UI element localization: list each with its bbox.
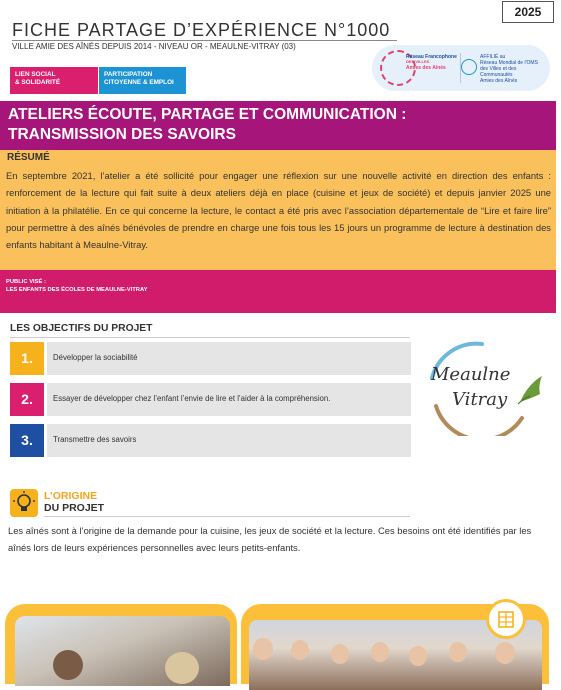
child-face xyxy=(409,646,427,666)
objectives-divider xyxy=(10,337,410,338)
objective-number-1: 1. xyxy=(10,342,44,375)
year-badge: 2025 xyxy=(502,1,554,23)
objective-item-3 xyxy=(47,424,411,457)
town-logo-word: Vitray xyxy=(452,389,508,410)
target-audience-section xyxy=(0,270,556,313)
summary-label: RÉSUMÉ xyxy=(7,152,50,163)
objective-item-2 xyxy=(47,383,411,416)
logo-line: Amies des Aînés xyxy=(480,78,518,84)
town-logo-icon xyxy=(422,340,546,436)
objective-number-2: 2. xyxy=(10,383,44,416)
logo-line: Réseau Mondial de l'OMS xyxy=(480,60,538,66)
project-title-line: ATELIERS ÉCOUTE, PARTAGE ET COMMUNICATION : xyxy=(8,106,407,123)
target-audience-label: PUBLIC VISÉ : xyxy=(6,279,46,285)
objective-text: Essayer de développer chez l’enfant l’envie de lire et l’aider à la compréhension. xyxy=(53,394,331,404)
person-head xyxy=(165,652,199,684)
child-face xyxy=(495,642,515,664)
objective-text: Transmettre des savoirs xyxy=(53,435,137,445)
tag-line: & SOLIDARITÉ xyxy=(15,79,61,87)
workshop-photo xyxy=(15,616,230,686)
partner-logos xyxy=(372,45,550,91)
origin-subtitle: DU PROJET xyxy=(44,502,105,514)
child-face xyxy=(449,642,467,662)
globe-icon xyxy=(461,59,477,75)
tag-line: LIEN SOCIAL xyxy=(15,71,56,78)
logo-line: AFFILIÉ au xyxy=(480,54,506,60)
document-title: FICHE PARTAGE D’EXPÉRIENCE N°1000 xyxy=(12,20,391,40)
project-title-banner xyxy=(0,101,556,150)
title-divider xyxy=(12,40,397,41)
logo-line: Amies des Aînés xyxy=(406,64,446,71)
lightbulb-icon xyxy=(10,489,38,517)
network-logo-text xyxy=(406,54,458,71)
origin-divider xyxy=(44,516,410,517)
objectives-title: LES OBJECTIFS DU PROJET xyxy=(10,323,153,334)
tag-participation xyxy=(99,67,186,94)
objective-item-1 xyxy=(47,342,411,375)
child-face xyxy=(291,640,309,660)
child-face xyxy=(371,642,389,662)
project-title xyxy=(8,105,406,145)
child-face xyxy=(253,638,273,660)
objective-number-3: 3. xyxy=(10,424,44,457)
town-logo-word: Meaulne xyxy=(431,364,511,385)
person-head xyxy=(53,650,83,680)
logo-line: Réseau Francophone xyxy=(406,54,457,60)
building-icon xyxy=(486,599,526,639)
origin-title: L’ORIGINE xyxy=(44,490,98,502)
tag-line: CITOYENNE & EMPLOI xyxy=(104,79,174,87)
origin-text: Les aînés sont à l’origine de la demande pour la cuisine, les jeux de société et la lecture. Ces besoins ont été identifiés par les aînés lors de leurs expériences personnelles avec leurs petits-enfants. xyxy=(8,525,532,553)
logo-line: des Villes et des Communautés xyxy=(480,66,517,78)
target-audience-value: LES ENFANTS DES ÉCOLES DE MEAULNE-VITRAY xyxy=(6,287,148,293)
oms-logo-text xyxy=(480,54,544,84)
objective-text: Développer la sociabilité xyxy=(53,353,138,363)
project-title-line: TRANSMISSION DES SAVOIRS xyxy=(8,126,236,143)
child-face xyxy=(331,644,349,664)
document-subtitle: VILLE AMIE DES AÎNÉS DEPUIS 2014 - NIVEAU OR - MEAULNE-VITRAY (03) xyxy=(12,42,296,51)
summary-section xyxy=(0,150,556,270)
logo-line: DES VILLES xyxy=(406,59,430,64)
summary-text: En septembre 2021, l’atelier a été sollicité pour engager une réflexion sur une nouvelle activité en direction des enfants : renforcement de la lecture qui fait suite à deux ateliers déjà en place (cuisine et jeux de société) et depuis janvier 2025 une initiation à la philatélie. En ce qui concerne la lecture, le contact a été pris avec l’association départementale de “Lire et faire lire” pour permettre à des aînés bénévoles de prendre en charge une fois tous les 15 jours un programme de lecture à destination des enfants habitant à Meaulne-Vitray. xyxy=(6,170,551,251)
tag-lien-social xyxy=(10,67,98,94)
tag-line: PARTICIPATION xyxy=(104,71,153,78)
